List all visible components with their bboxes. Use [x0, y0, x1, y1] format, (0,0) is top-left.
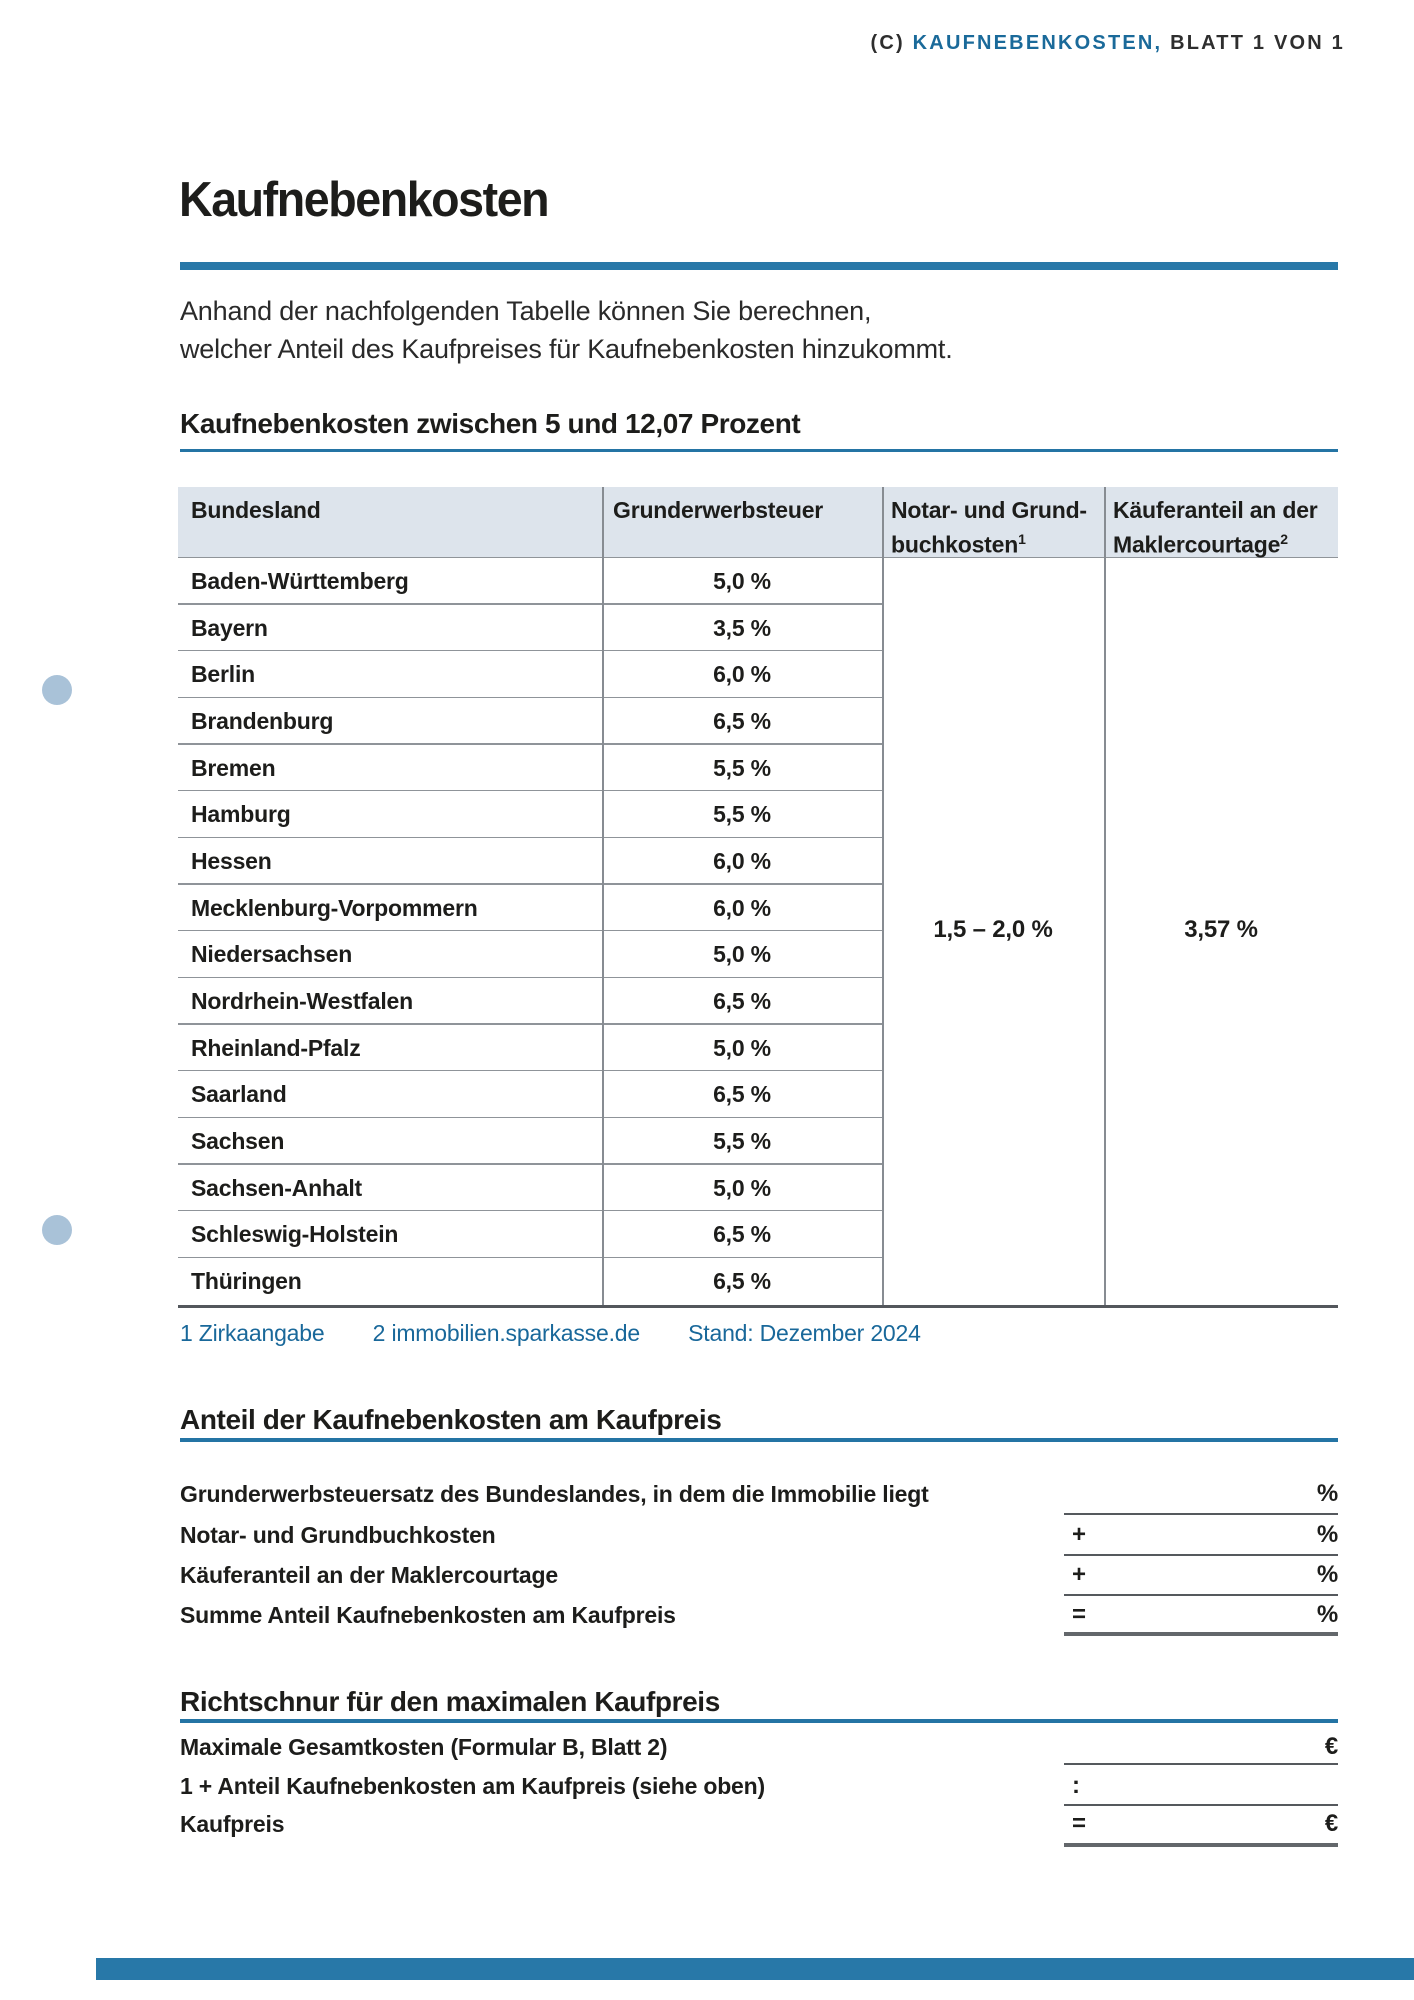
punch-hole-top [42, 675, 72, 705]
calc2-row2-label: 1 + Anteil Kaufnebenkosten am Kaufpreis (siehe oben) [180, 1773, 765, 1799]
column-divider [1104, 487, 1106, 1305]
calc2-heading: Richtschnur für den maximalen Kaufpreis [180, 1686, 720, 1717]
column-header-notarkosten-line1: Notar- und Grund- [891, 497, 1087, 523]
column-header-maklercourtage [1113, 496, 1318, 560]
calc2-row2-operator: : [1072, 1772, 1080, 1799]
footnote-stand: Stand: Dezember 2024 [688, 1320, 921, 1346]
cell-bundesland: Niedersachsen [191, 941, 353, 968]
running-head-copyright: (C) [870, 32, 905, 54]
cell-bundesland: Hessen [191, 847, 272, 874]
column-header-notarkosten-line2: buchkosten [891, 531, 1019, 558]
calc2-row1-unit: € [1324, 1733, 1338, 1760]
column-header-maklercourtage-line2: Maklercourtage [1113, 531, 1281, 558]
cell-steuersatz: 6,0 % [713, 847, 771, 874]
cell-steuersatz: 6,5 % [713, 1267, 771, 1294]
footnote-marker-2: 2 [1280, 531, 1288, 547]
column-header-notarkosten [891, 496, 1087, 560]
input-maximale-gesamtkosten[interactable] [1064, 1763, 1338, 1765]
cell-steuersatz: 5,0 % [713, 1034, 771, 1061]
cell-bundesland: Bayern [191, 614, 268, 641]
cell-bundesland: Thüringen [191, 1267, 302, 1294]
table-row [178, 1118, 1338, 1165]
calc1-row2-operator: + [1072, 1521, 1086, 1548]
calc2-row3-unit: € [1324, 1810, 1338, 1837]
cell-steuersatz: 6,5 % [713, 707, 771, 734]
punch-hole-bottom [42, 1215, 72, 1245]
cell-bundesland: Nordrhein-Westfalen [191, 987, 413, 1014]
input-maklercourtage-anteil[interactable] [1064, 1594, 1338, 1596]
calc1-row3-unit: % [1316, 1561, 1338, 1588]
table-row [178, 558, 1338, 605]
calc1-row1-unit: % [1316, 1480, 1338, 1507]
calc1-row2-unit: % [1316, 1521, 1338, 1548]
table-row [178, 1258, 1338, 1305]
table-header-row [178, 487, 1338, 558]
calc1-row4-label: Summe Anteil Kaufnebenkosten am Kaufpreis [180, 1602, 676, 1628]
cell-steuersatz: 3,5 % [713, 614, 771, 641]
table-footnote [180, 1320, 921, 1347]
intro-line-2: welcher Anteil des Kaufpreises für Kaufnebenkosten hinzukommt. [180, 334, 953, 364]
cell-steuersatz: 6,0 % [713, 661, 771, 688]
cell-steuersatz: 5,5 % [713, 1127, 771, 1154]
cell-steuersatz: 5,0 % [713, 941, 771, 968]
calc2-rule [180, 1719, 1338, 1723]
table-row [178, 698, 1338, 745]
cell-steuersatz: 5,0 % [713, 1174, 771, 1201]
calc2-row1-label: Maximale Gesamtkosten (Formular B, Blatt 2) [180, 1734, 668, 1760]
cell-steuersatz: 5,5 % [713, 801, 771, 828]
cell-bundesland: Mecklenburg-Vorpommern [191, 894, 478, 921]
kaufnebenkosten-table [178, 487, 1338, 1308]
merged-cell-maklercourtage: 3,57 % [1184, 916, 1258, 943]
cell-bundesland: Sachsen [191, 1127, 285, 1154]
column-divider [882, 487, 884, 1305]
table-row [178, 651, 1338, 698]
cell-steuersatz: 5,5 % [713, 754, 771, 781]
column-header-bundesland: Bundesland [191, 497, 321, 523]
calc2-row3-operator: = [1072, 1810, 1086, 1837]
table-row [178, 791, 1338, 838]
cell-bundesland: Hamburg [191, 801, 291, 828]
cell-bundesland: Schleswig-Holstein [191, 1221, 399, 1248]
cell-steuersatz: 6,5 % [713, 1221, 771, 1248]
calc1-rule [180, 1438, 1338, 1442]
table-row [178, 1071, 1338, 1118]
table-row [178, 745, 1338, 792]
cell-bundesland: Sachsen-Anhalt [191, 1174, 363, 1201]
calc1-row4-unit: % [1316, 1601, 1338, 1628]
table-row [178, 1025, 1338, 1072]
page-title: Kaufnebenkosten [179, 173, 549, 227]
cell-steuersatz: 6,5 % [713, 1081, 771, 1108]
table-row [178, 1165, 1338, 1212]
cell-steuersatz: 6,0 % [713, 894, 771, 921]
merged-cell-notarkosten: 1,5 – 2,0 % [933, 916, 1053, 943]
table-row [178, 1211, 1338, 1258]
cell-steuersatz: 6,5 % [713, 987, 771, 1014]
cell-bundesland: Brandenburg [191, 707, 334, 734]
table-row [178, 978, 1338, 1025]
column-divider [602, 487, 604, 1305]
table-section-rule [180, 449, 1338, 452]
running-head-sheet: BLATT 1 VON 1 [1170, 32, 1345, 54]
title-rule [180, 262, 1338, 270]
table-row [178, 838, 1338, 885]
calc1-heading: Anteil der Kaufnebenkosten am Kaufpreis [180, 1404, 722, 1435]
running-head-brand: KAUFNEBENKOSTEN, [912, 32, 1163, 54]
input-kaufpreis[interactable] [1064, 1843, 1338, 1847]
input-notar-grundbuchkosten[interactable] [1064, 1554, 1338, 1556]
input-anteil-divisor[interactable] [1064, 1804, 1338, 1806]
cell-bundesland: Bremen [191, 754, 276, 781]
cell-bundesland: Saarland [191, 1081, 287, 1108]
calc1-row3-operator: + [1072, 1561, 1086, 1588]
column-header-maklercourtage-line1: Käuferanteil an der [1113, 497, 1318, 523]
intro-text [180, 292, 953, 368]
cell-bundesland: Berlin [191, 661, 255, 688]
intro-line-1: Anhand der nachfolgenden Tabelle können Sie berechnen, [180, 296, 872, 326]
calc1-row3-label: Käuferanteil an der Maklercourtage [180, 1562, 558, 1588]
cell-steuersatz: 5,0 % [713, 567, 771, 594]
calc1-row2-label: Notar- und Grundbuchkosten [180, 1522, 496, 1548]
footnote-sparkasse-link: 2 immobilien.sparkasse.de [372, 1320, 640, 1346]
calc1-row1-label: Grunderwerbsteuersatz des Bundeslandes, in dem die Immobilie liegt [180, 1481, 929, 1507]
column-header-grunderwerbsteuer: Grunderwerbsteuer [613, 497, 824, 523]
footer-accent-bar [96, 1958, 1414, 1980]
calc1-row4-operator: = [1072, 1601, 1086, 1628]
input-grunderwerbsteuersatz[interactable] [1064, 1513, 1338, 1515]
footnote-marker-1: 1 [1018, 531, 1026, 547]
cell-bundesland: Rheinland-Pfalz [191, 1034, 361, 1061]
table-row [178, 605, 1338, 652]
cell-bundesland: Baden-Württemberg [191, 567, 409, 594]
input-summe-kaufnebenkosten[interactable] [1064, 1632, 1338, 1636]
calc2-row3-label: Kaufpreis [180, 1811, 285, 1837]
table-section-heading: Kaufnebenkosten zwischen 5 und 12,07 Prozent [180, 408, 801, 439]
footnote-zirkaangabe: 1 Zirkaangabe [180, 1320, 325, 1346]
running-head [871, 32, 1345, 55]
